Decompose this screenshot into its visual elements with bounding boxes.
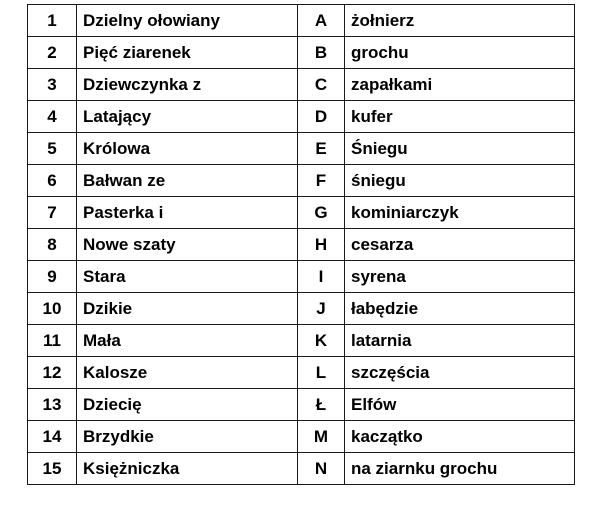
row-right-text: kufer: [345, 101, 575, 133]
row-right-text: na ziarnku grochu: [345, 453, 575, 485]
table-row: [28, 165, 575, 197]
table-row: [28, 37, 575, 69]
row-right-text: żołnierz: [345, 5, 575, 37]
row-left-text: Mała: [77, 325, 298, 357]
row-left-text: Dziecię: [77, 389, 298, 421]
table-row: [28, 69, 575, 101]
table-row: [28, 453, 575, 485]
row-left-text: Pięć ziarenek: [77, 37, 298, 69]
row-letter: L: [298, 357, 345, 389]
row-number: 12: [28, 357, 77, 389]
row-left-text: Pasterka i: [77, 197, 298, 229]
row-right-text: kominiarczyk: [345, 197, 575, 229]
row-right-text: cesarza: [345, 229, 575, 261]
row-letter: C: [298, 69, 345, 101]
table-row: [28, 229, 575, 261]
table-row: [28, 5, 575, 37]
row-right-text: kaczątko: [345, 421, 575, 453]
row-letter: H: [298, 229, 345, 261]
row-left-text: Latający: [77, 101, 298, 133]
row-letter: N: [298, 453, 345, 485]
matching-table: [27, 4, 575, 485]
table-row: [28, 133, 575, 165]
row-letter: I: [298, 261, 345, 293]
table-row: [28, 421, 575, 453]
row-number: 9: [28, 261, 77, 293]
row-letter: Ł: [298, 389, 345, 421]
row-number: 14: [28, 421, 77, 453]
row-number: 3: [28, 69, 77, 101]
row-letter: F: [298, 165, 345, 197]
row-number: 15: [28, 453, 77, 485]
row-left-text: Królowa: [77, 133, 298, 165]
row-letter: G: [298, 197, 345, 229]
row-left-text: Dziewczynka z: [77, 69, 298, 101]
row-number: 1: [28, 5, 77, 37]
row-left-text: Nowe szaty: [77, 229, 298, 261]
row-letter: A: [298, 5, 345, 37]
row-left-text: Dzielny ołowiany: [77, 5, 298, 37]
row-right-text: grochu: [345, 37, 575, 69]
row-right-text: Elfów: [345, 389, 575, 421]
row-letter: E: [298, 133, 345, 165]
row-number: 2: [28, 37, 77, 69]
row-letter: D: [298, 101, 345, 133]
row-right-text: syrena: [345, 261, 575, 293]
row-left-text: Dzikie: [77, 293, 298, 325]
row-number: 13: [28, 389, 77, 421]
row-letter: B: [298, 37, 345, 69]
row-number: 7: [28, 197, 77, 229]
row-number: 8: [28, 229, 77, 261]
row-left-text: Bałwan ze: [77, 165, 298, 197]
table-body: [28, 5, 575, 485]
row-number: 11: [28, 325, 77, 357]
row-right-text: latarnia: [345, 325, 575, 357]
row-right-text: szczęścia: [345, 357, 575, 389]
row-left-text: Brzydkie: [77, 421, 298, 453]
row-letter: K: [298, 325, 345, 357]
row-left-text: Księżniczka: [77, 453, 298, 485]
row-right-text: zapałkami: [345, 69, 575, 101]
table-row: [28, 293, 575, 325]
table-row: [28, 389, 575, 421]
table-row: [28, 261, 575, 293]
row-right-text: śniegu: [345, 165, 575, 197]
table-row: [28, 197, 575, 229]
row-number: 10: [28, 293, 77, 325]
row-left-text: Stara: [77, 261, 298, 293]
row-letter: M: [298, 421, 345, 453]
table-row: [28, 325, 575, 357]
row-letter: J: [298, 293, 345, 325]
table-row: [28, 101, 575, 133]
row-right-text: łabędzie: [345, 293, 575, 325]
row-left-text: Kalosze: [77, 357, 298, 389]
document-page: [0, 4, 600, 527]
row-number: 5: [28, 133, 77, 165]
row-number: 6: [28, 165, 77, 197]
row-right-text: Śniegu: [345, 133, 575, 165]
row-number: 4: [28, 101, 77, 133]
table-row: [28, 357, 575, 389]
